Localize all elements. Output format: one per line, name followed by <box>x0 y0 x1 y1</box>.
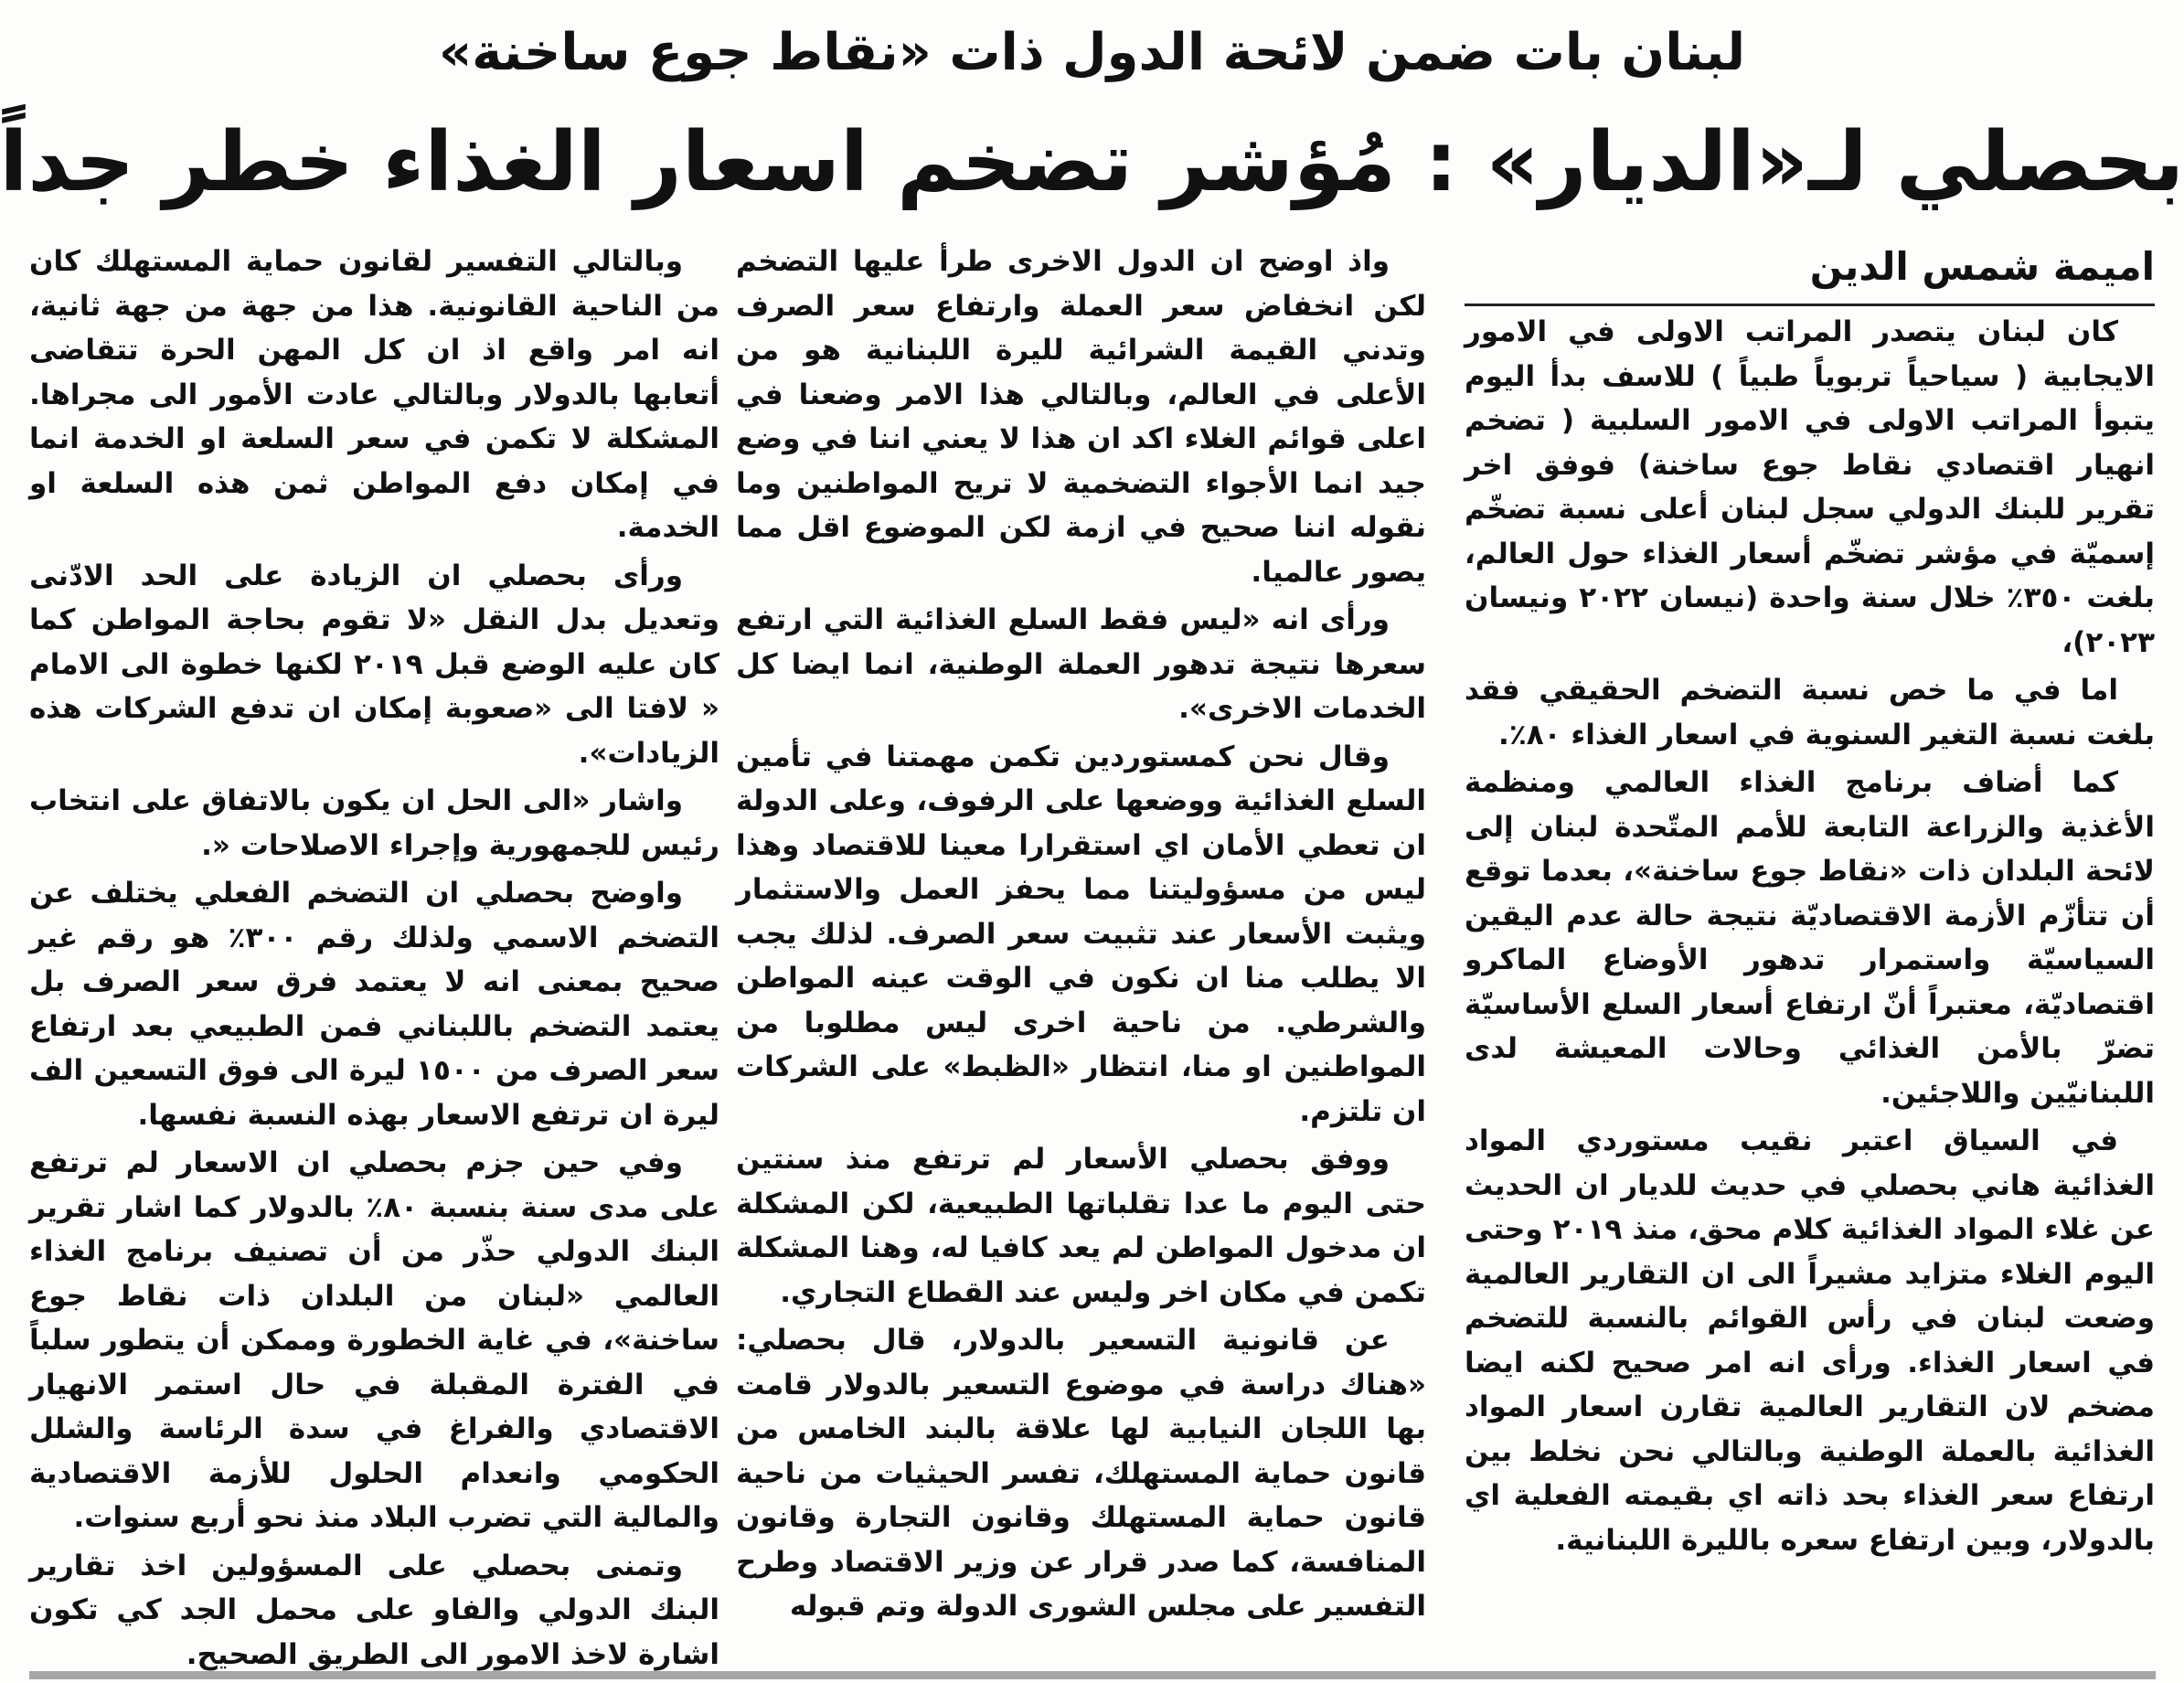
article-paragraph: ورأى انه «ليس فقط السلع الغذائية التي ارتفع سعرها نتيجة تدهور العملة الوطنية، انما ايضا كل الخدمات الاخرى». <box>736 603 1426 725</box>
article-paragraph: وتمنى بحصلي على المسؤولين اخذ تقارير البنك الدولي والفاو على محمل الجد كي تكون اشارة لاخذ الامور الى الطريق الصحيح. <box>29 1549 719 1671</box>
article-paragraph: ووفق بحصلي الأسعار لم ترتفع منذ سنتين حتى اليوم ما عدا تقلباتها الطبيعية، لكن المشكلة ان مدخول المواطن لم يعد كافيا له، وهنا المشكلة تكمن في مكان اخر وليس عند القطاع التجاري. <box>736 1143 1426 1309</box>
article-paragraph: واشار «الى الحل ان يكون بالاتفاق على انتخاب رئيس للجمهورية وإجراء الاصلاحات «. <box>29 784 719 862</box>
article-column-1 <box>1465 240 2155 1611</box>
article-byline: اميمة شمس الدين <box>1465 240 2155 306</box>
article-paragraph: اما في ما خص نسبة التضخم الحقيقي فقد بلغت نسبة التغير السنوية في اسعار الغذاء ٨٠٪. <box>1465 674 2155 751</box>
article-paragraph: وفي حين جزم بحصلي ان الاسعار لم ترتفع على مدى سنة بنسبة ٨٠٪ بالدولار كما اشار تقرير البنك الدولي حذّر من أن تصنيف برنامج الغذاء العالمي «لبنان من البلدان ذات نقاط جوع ساخنة»، في غاية الخطورة وممكن أن يتطور سلباً في الفترة المقبلة في حال استمر الانهيار الاقتصادي والفراغ في سدة الرئاسة والشلل الحكومي وانعدام الحلول للأزمة الاقتصادية والمالية التي تضرب البلاد منذ نحو أربع سنوات. <box>29 1146 719 1534</box>
article-headline: بحصلي لـ«الديار» : مُؤشر تضخم اسعار الغذاء خطر جداً <box>0 114 2184 210</box>
article-kicker: لبنان بات ضمن لائحة الدول ذات «نقاط جوع ساخنة» <box>438 23 1745 82</box>
article-paragraph: عن قانونية التسعير بالدولار، قال بحصلي: «هناك دراسة في موضوع التسعير بالدولار قامت بها اللجان النيابية لها علاقة بالبند الخامس من قانون حماية المستهلك، تفسر الحيثيات من ناحية قانون حماية المستهلك وقانون التجارة وقانون المنافسة، كما صدر قرار عن وزير الاقتصاد وطرح التفسير على مجلس الشورى الدولة وتم قبوله <box>736 1324 1426 1623</box>
article-paragraph: ورأى بحصلي ان الزيادة على الحد الادّنى وتعديل بدل النقل «لا تقوم بحاجة المواطن كما كان عليه الوضع قبل ٢٠١٩ لكنها خطوة الى الامام « لافتا الى «صعوبة إمكان ان تدفع الشركات هذه الزيادات». <box>29 559 719 770</box>
article-column-3 <box>29 240 720 1671</box>
article-paragraph: واذ اوضح ان الدول الاخرى طرأ عليها التضخم لكن انخفاض سعر العملة وارتفاع سعر الصرف وتدني القيمة الشرائية لليرة اللبنانية هو من الأعلى في العالم، وبالتالي هذا الامر وضعنا في اعلى قوائم الغلاء اكد ان هذا لا يعني اننا في وضع جيد انما الأجواء التضخمية لا تريح المواطنين وما نقوله اننا صحيح في ازمة لكن الموضوع اقل مما يصور عالميا. <box>736 245 1426 589</box>
article-paragraph: وبالتالي التفسير لقانون حماية المستهلك كان من الناحية القانونية. هذا من جهة من جهة ثانية، انه امر واقع اذ ان كل المهن الحرة تتقاضى أتعابها بالدولار وبالتالي عادت الأمور الى مجراها. المشكلة لا تكمن في سعر السلعة او الخدمة انما في إمكان دفع المواطن ثمن هذه السلعة او الخدمة. <box>29 245 719 544</box>
article-paragraph: وقال نحن كمستوردين تكمن مهمتنا في تأمين السلع الغذائية ووضعها على الرفوف، وعلى الدولة ان تعطي الأمان اي استقرارا معينا للاقتصاد وهذا ليس من مسؤوليتنا مما يحفز العمل والاستثمار ويثبت الأسعار عند تثبيت سعر الصرف. لذلك يجب الا يطلب منا ان نكون في الوقت عينه المواطن والشرطي. من ناحية اخرى ليس مطلوبا من المواطنين او منا، انتظار «الظبط» على الشركات ان تلتزم. <box>736 740 1426 1128</box>
article-column-2 <box>736 240 1426 1623</box>
bottom-rule <box>29 1671 2156 1679</box>
article-paragraph: كما أضاف برنامج الغذاء العالمي ومنظمة الأغذية والزراعة التابعة للأمم المتّحدة لبنان إلى لائحة البلدان ذات «نقاط جوع ساخنة»، بعدما توقع أن تتأزّم الأزمة الاقتصاديّة نتيجة حالة عدم اليقين السياسيّة واستمرار تدهور الأوضاع الماكرو اقتصاديّة، معتبراً أنّ ارتفاع أسعار السلع الأساسيّة تضرّ بالأمن الغذائي وحالات المعيشة لدى اللبنانيّين واللاجئين. <box>1465 766 2155 1110</box>
article-paragraph: في السياق اعتبر نقيب مستوردي المواد الغذائية هاني بحصلي في حديث للديار ان الحديث عن غلاء المواد الغذائية كلام محق، منذ ٢٠١٩ وحتى اليوم الغلاء متزايد مشيراً الى ان التقارير العالمية وضعت لبنان في رأس القوائم بالنسبة للتضخم في اسعار الغذاء. ورأى انه امر صحيح لكنه ايضا مضخم لان التقارير العالمية تقارن اسعار المواد الغذائية بالعملة الوطنية وبالتالي نحن نخلط بين ارتفاع سعر الغذاء بحد ذاته اي بقيمته الفعلية اي بالدولار، وبين ارتفاع سعره بالليرة اللبنانية. <box>1465 1124 2155 1557</box>
article-paragraph: كان لبنان يتصدر المراتب الاولى في الامور الايجابية ( سياحياً تربوياً طبياً ) للاسف بدأ اليوم يتبوأ المراتب الاولى في الامور السلبية ( تضخم انهيار اقتصادي نقاط جوع ساخنة) فوفق اخر تقرير للبنك الدولي سجل لبنان أعلى نسبة تضخّم إسميّة في مؤشر تضخّم أسعار الغذاء حول العالم، بلغت ٣٥٠٪ خلال سنة واحدة (نيسان ٢٠٢٢ ونيسان ٢٠٢٣)، <box>1465 315 2156 659</box>
article-paragraph: واوضح بحصلي ان التضخم الفعلي يختلف عن التضخم الاسمي ولذلك رقم ٣٠٠٪ هو رقم غير صحيح بمعنى انه لا يعتمد فرق سعر الصرف بل يعتمد التضخم باللبناني فمن الطبيعي بعد ارتفاع سعر الصرف من ١٥٠٠ ليرة الى فوق التسعين الف ليرة ان ترتفع الاسعار بهذه النسبة نفسها. <box>29 877 720 1132</box>
